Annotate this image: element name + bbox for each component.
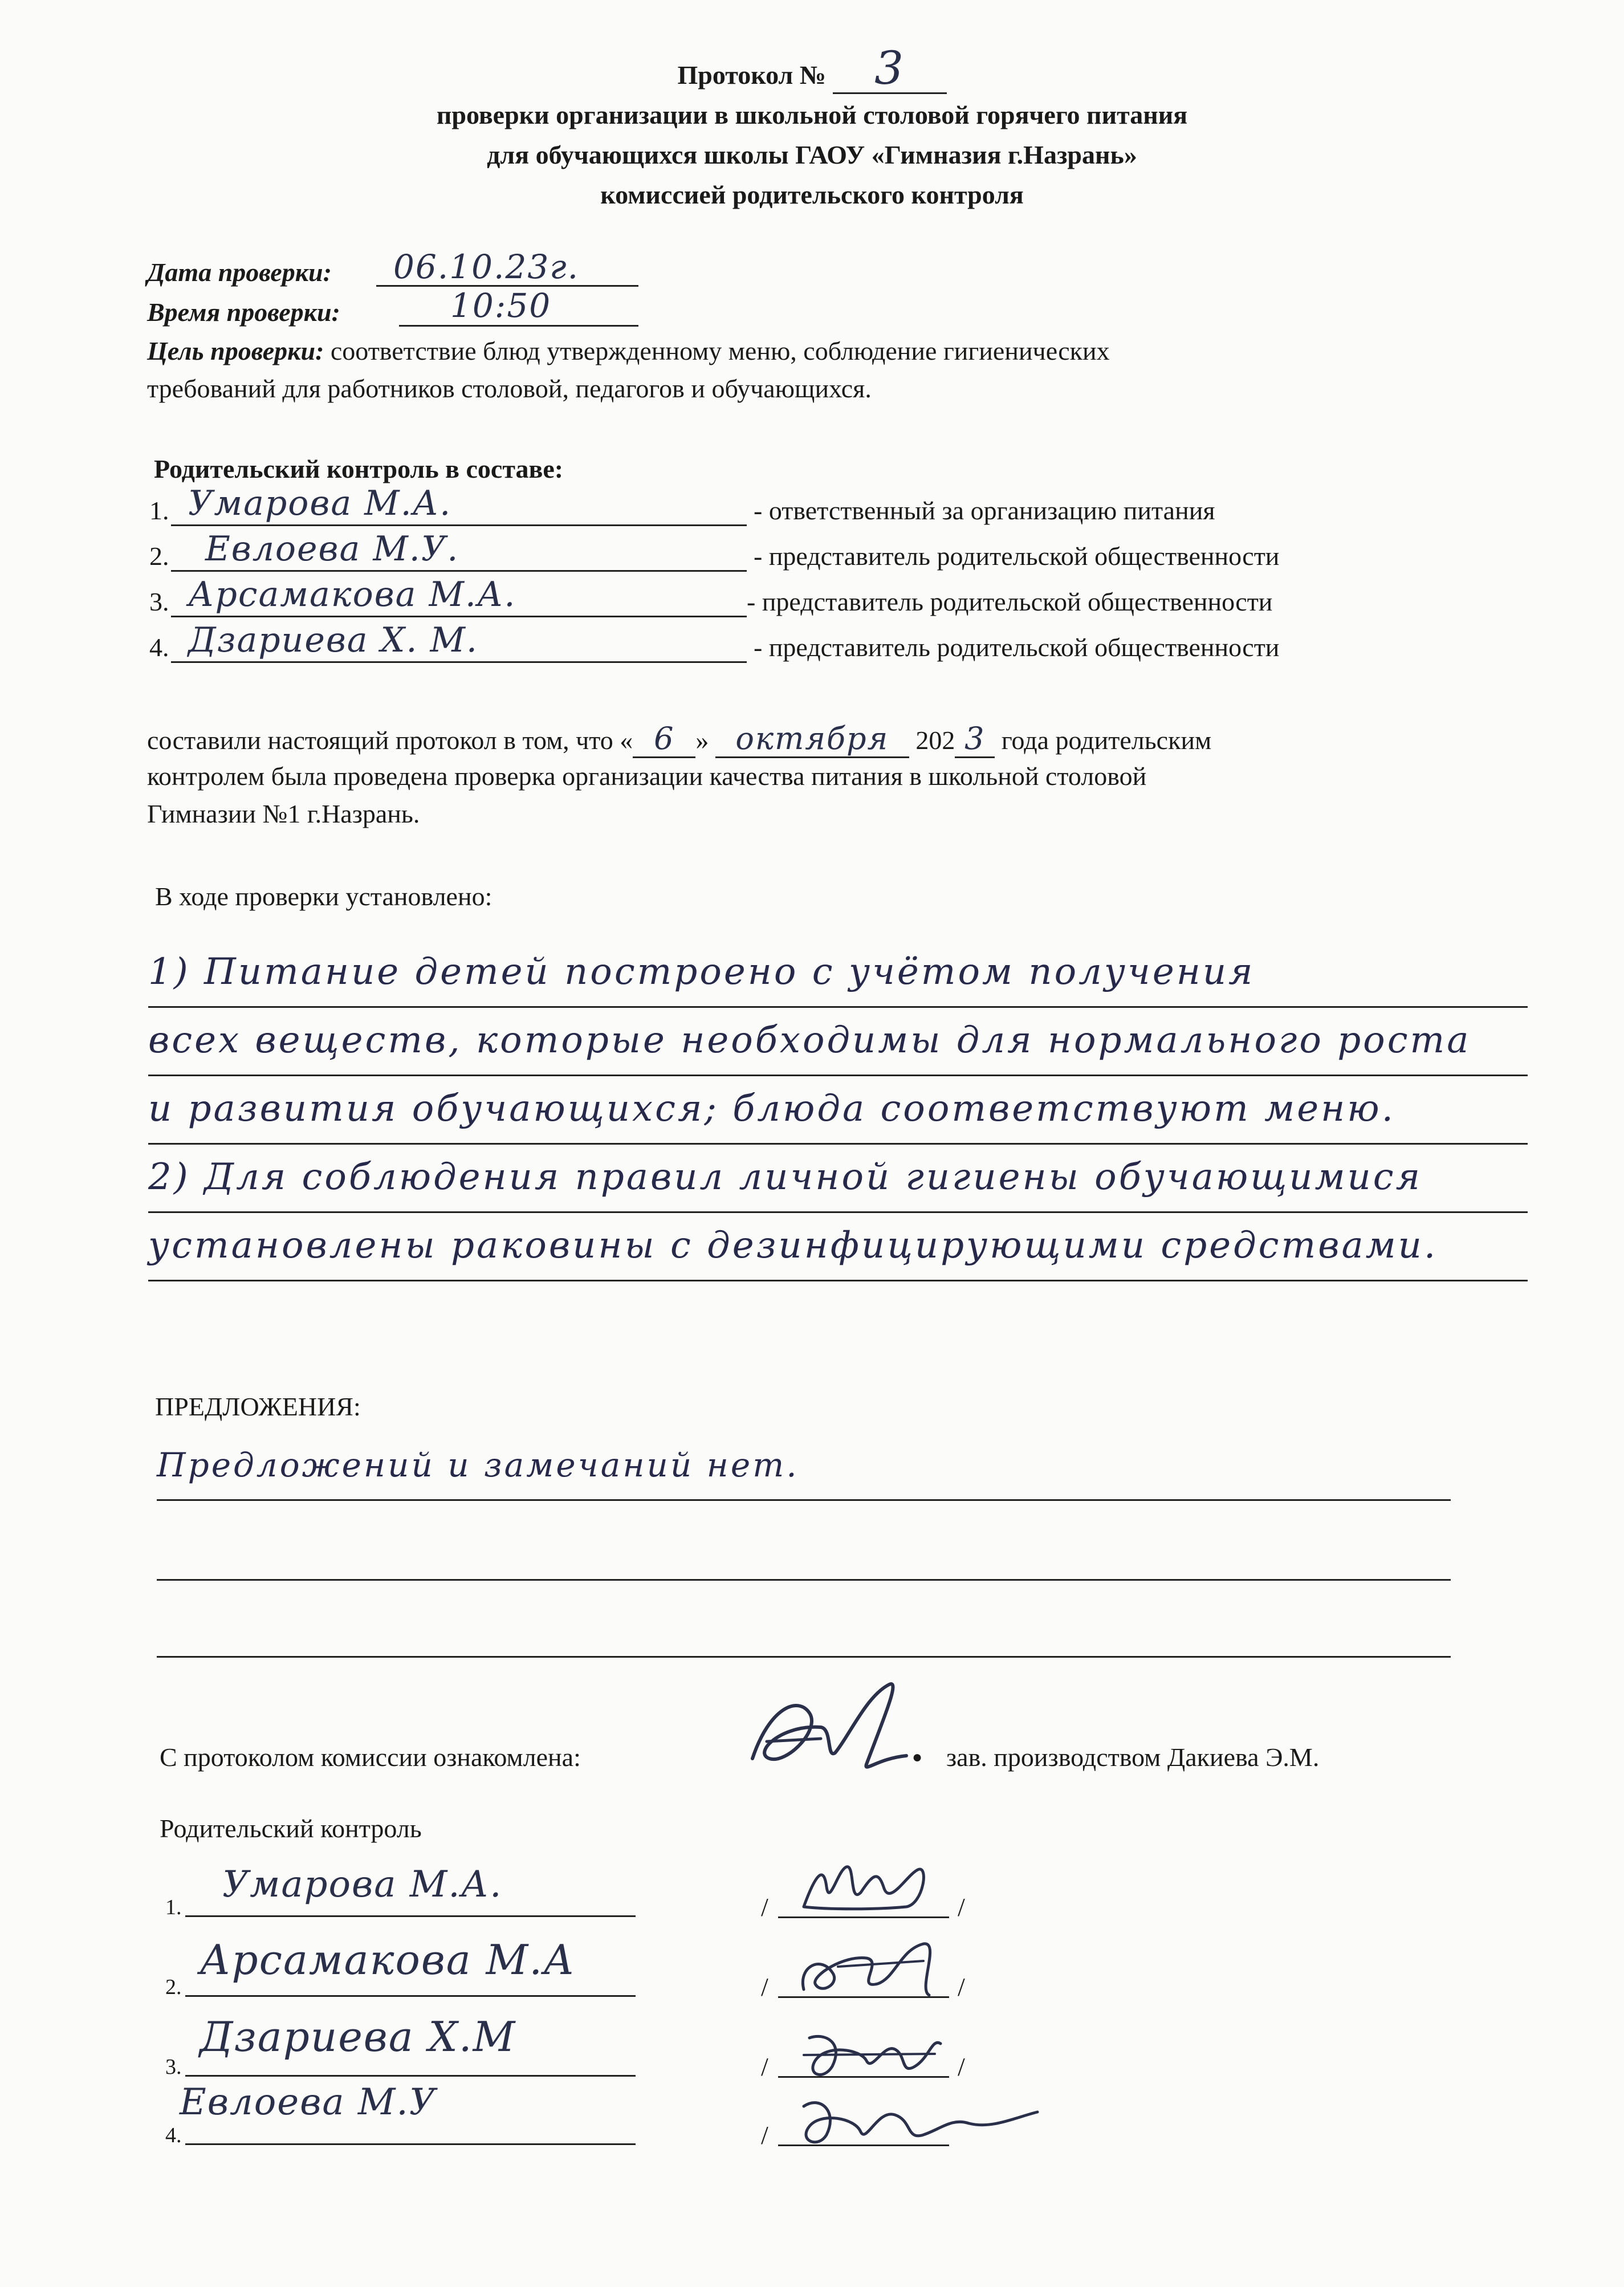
findings-heading: В ходе проверки установлено: <box>155 882 493 911</box>
acknowledgement-text: С протоколом комиссии ознакомлена: <box>160 1743 581 1772</box>
member-name: Арсамакова М.А. <box>188 575 516 615</box>
signature-row-number: 1. <box>165 1895 182 1919</box>
finding-line: и развития обучающихся; блюда соответствуют меню. <box>148 1080 1528 1145</box>
member-underline <box>171 616 747 617</box>
finding-line: 1) Питание детей построено с учётом получения <box>148 943 1528 1008</box>
member-name: Евлоева М.У. <box>205 529 459 569</box>
member-role: - представитель родительской общественности <box>754 633 1280 662</box>
proposals-heading: ПРЕДЛОЖЕНИЯ: <box>155 1392 361 1421</box>
goal-text-1: соответствие блюд утвержденному меню, соблюдение гигиенических <box>330 336 1110 365</box>
signature-bracket-open: / <box>761 1972 768 2001</box>
member-signature <box>792 1853 941 1921</box>
statement-day: 6 <box>654 721 675 756</box>
title-line-1: проверки организации в школьной столовой горячего питания <box>436 100 1188 129</box>
member-underline <box>171 661 747 663</box>
member-number: 2. <box>149 542 169 571</box>
statement-day-field <box>633 723 695 758</box>
statement-text-3: года родительским <box>1001 726 1212 755</box>
time-value: 10:50 <box>450 286 552 325</box>
member-signature <box>792 2021 952 2089</box>
member-number: 4. <box>149 633 169 662</box>
manager-signature <box>735 1673 923 1793</box>
date-value: 06.10.23г. <box>393 247 580 286</box>
statement-line-1 <box>147 723 1211 758</box>
signature-name-underline <box>185 2143 636 2145</box>
member-signature <box>781 2083 1043 2158</box>
member-role: - представитель родительской общественности <box>754 542 1280 571</box>
signature-bracket-close: / <box>958 1893 965 1922</box>
bullet-dot: ● <box>912 1748 923 1767</box>
statement-month-field <box>715 723 909 758</box>
title-line-2: для обучающихся школы ГАОУ «Гимназия г.Назрань» <box>487 140 1137 169</box>
signature-name-underline <box>185 2075 636 2077</box>
acknowledgement-position: зав. производством Дакиева Э.М. <box>946 1743 1320 1772</box>
member-role: - ответственный за организацию питания <box>754 496 1215 525</box>
signature-name: Арсамакова М.А <box>200 1936 576 1984</box>
signature-bracket-open: / <box>761 2052 768 2081</box>
statement-year-field <box>955 723 995 758</box>
signature-bracket-close: / <box>958 1972 965 2001</box>
statement-text-2: » <box>695 726 709 755</box>
protocol-title <box>0 42 1624 95</box>
signature-name-underline <box>185 1915 636 1917</box>
statement-year-suffix: 3 <box>964 721 986 756</box>
time-underline <box>399 325 638 327</box>
statement-month: октября <box>735 721 889 756</box>
statement-line-2: контролем была проведена проверка организации качества питания в школьной столовой <box>147 762 1147 791</box>
title-line-3: комиссией родительского контроля <box>600 180 1024 209</box>
goal-label: Цель проверки: <box>147 336 324 365</box>
statement-text-1: составили настоящий протокол в том, что « <box>147 726 633 755</box>
signature-row-number: 3. <box>165 2055 182 2079</box>
member-underline <box>171 524 747 526</box>
goal-line-2: требований для работников столовой, педагогов и обучающихся. <box>147 374 872 403</box>
member-role: - представитель родительской общественности <box>747 587 1273 616</box>
proposal-line <box>157 1593 1451 1658</box>
date-label: Дата проверки: <box>147 258 332 287</box>
signature-name: Дзариева Х.М <box>200 2013 516 2061</box>
finding-line: 2) Для соблюдения правил личной гигиены обучающимися <box>148 1149 1528 1213</box>
signature-name-underline <box>185 1995 636 1997</box>
signature-bracket-close: / <box>958 2052 965 2081</box>
signatures-heading: Родительский контроль <box>160 1814 422 1843</box>
goal-line-1 <box>147 335 1110 367</box>
member-number: 3. <box>149 587 169 616</box>
protocol-number: 3 <box>833 54 947 94</box>
finding-line: установлены раковины с дезинфицирующими средствами. <box>148 1217 1528 1281</box>
statement-line-3: Гимназии №1 г.Назрань. <box>147 799 420 828</box>
signature-row-number: 4. <box>165 2123 182 2147</box>
member-underline <box>171 570 747 572</box>
proposal-line <box>157 1516 1451 1581</box>
member-signature <box>787 1932 952 2007</box>
statement-year-prefix: 202 <box>915 726 955 755</box>
finding-line: всех веществ, которые необходимы для нормального роста <box>148 1012 1528 1076</box>
time-label: Время проверки: <box>147 298 340 327</box>
signature-row-number: 2. <box>165 1975 182 1999</box>
signature-bracket-open: / <box>761 2121 768 2150</box>
title-text: Протокол № <box>677 60 827 89</box>
signature-name: Евлоева М.У <box>180 2081 437 2123</box>
signature-bracket-open: / <box>761 1893 768 1922</box>
member-name: Умарова М.А. <box>188 483 452 523</box>
committee-heading: Родительский контроль в составе: <box>154 454 564 483</box>
proposal-line: Предложений и замечаний нет. <box>157 1437 1451 1501</box>
member-name: Дзариева Х. М. <box>188 620 478 660</box>
signature-name: Умарова М.А. <box>222 1863 503 1906</box>
member-number: 1. <box>149 496 169 525</box>
